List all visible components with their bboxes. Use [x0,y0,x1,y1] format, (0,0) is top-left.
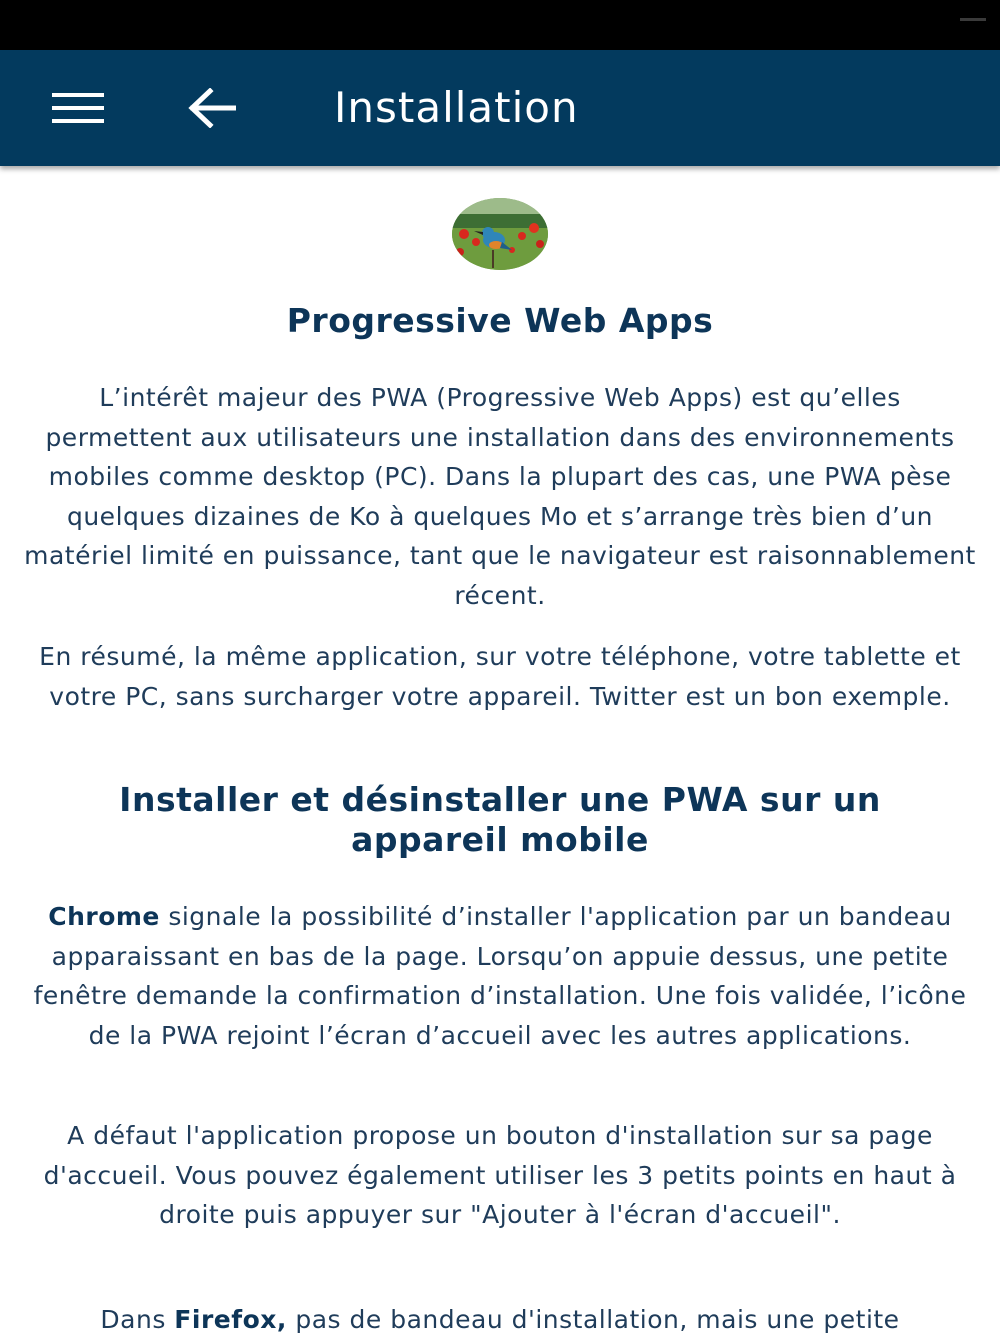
app-logo [452,198,548,270]
status-indicator [960,18,986,21]
firefox-paragraph-text: pas de bandeau d'installation, mais une petite [286,1305,900,1334]
hamburger-menu-icon [52,93,104,123]
firefox-label: Firefox, [174,1305,287,1334]
main-content [0,166,1000,1334]
app-bar [0,50,1000,166]
status-bar [0,0,1000,50]
firefox-paragraph-prefix: Dans [100,1305,175,1334]
summary-paragraph: En résumé, la même application, sur votre téléphone, votre tablette et votre PC, sans surcharger votre appareil. Twitter est un bon exemple. [39,642,961,711]
default-install-paragraph: A défaut l'application propose un bouton d'installation sur sa page d'accueil. Vous pouvez également utiliser les 3 petits points en haut à droite puis appuyer sur "Ajouter à l'écran d'accueil". [43,1121,957,1230]
arrow-left-icon [188,88,236,128]
chrome-label: Chrome [48,902,160,931]
firefox-paragraph [24,1300,976,1334]
menu-button[interactable] [40,74,116,142]
bird-poppy-logo-image [452,198,548,270]
intro-paragraph: L’intérêt majeur des PWA (Progressive Web Apps) est qu’elles permettent aux utilisateurs une installation dans des environnements mobiles comme desktop (PC). Dans la plupart des cas, une PWA pèse quelques dizaines de Ko à quelques Mo et s’arrange très bien d’un matériel limité en puissance, tant que le navigateur est raisonnablement récent. [24,383,976,610]
chrome-paragraph [24,897,976,1055]
page-title: Installation [334,83,579,132]
back-button[interactable] [176,74,248,142]
section-heading-pwa: Progressive Web Apps [286,301,714,340]
section-heading-install-mobile: Installer et désinstaller une PWA sur un appareil mobile [119,780,881,859]
chrome-paragraph-text: signale la possibilité d’installer l'application par un bandeau apparaissant en bas de la page. Lorsqu’on appuie dessus, une petite fenêtre demande la confirmation d’installation. Une fois validée, l’icône de la PWA rejoint l’écran d’accueil avec les autres applications. [33,902,967,1050]
